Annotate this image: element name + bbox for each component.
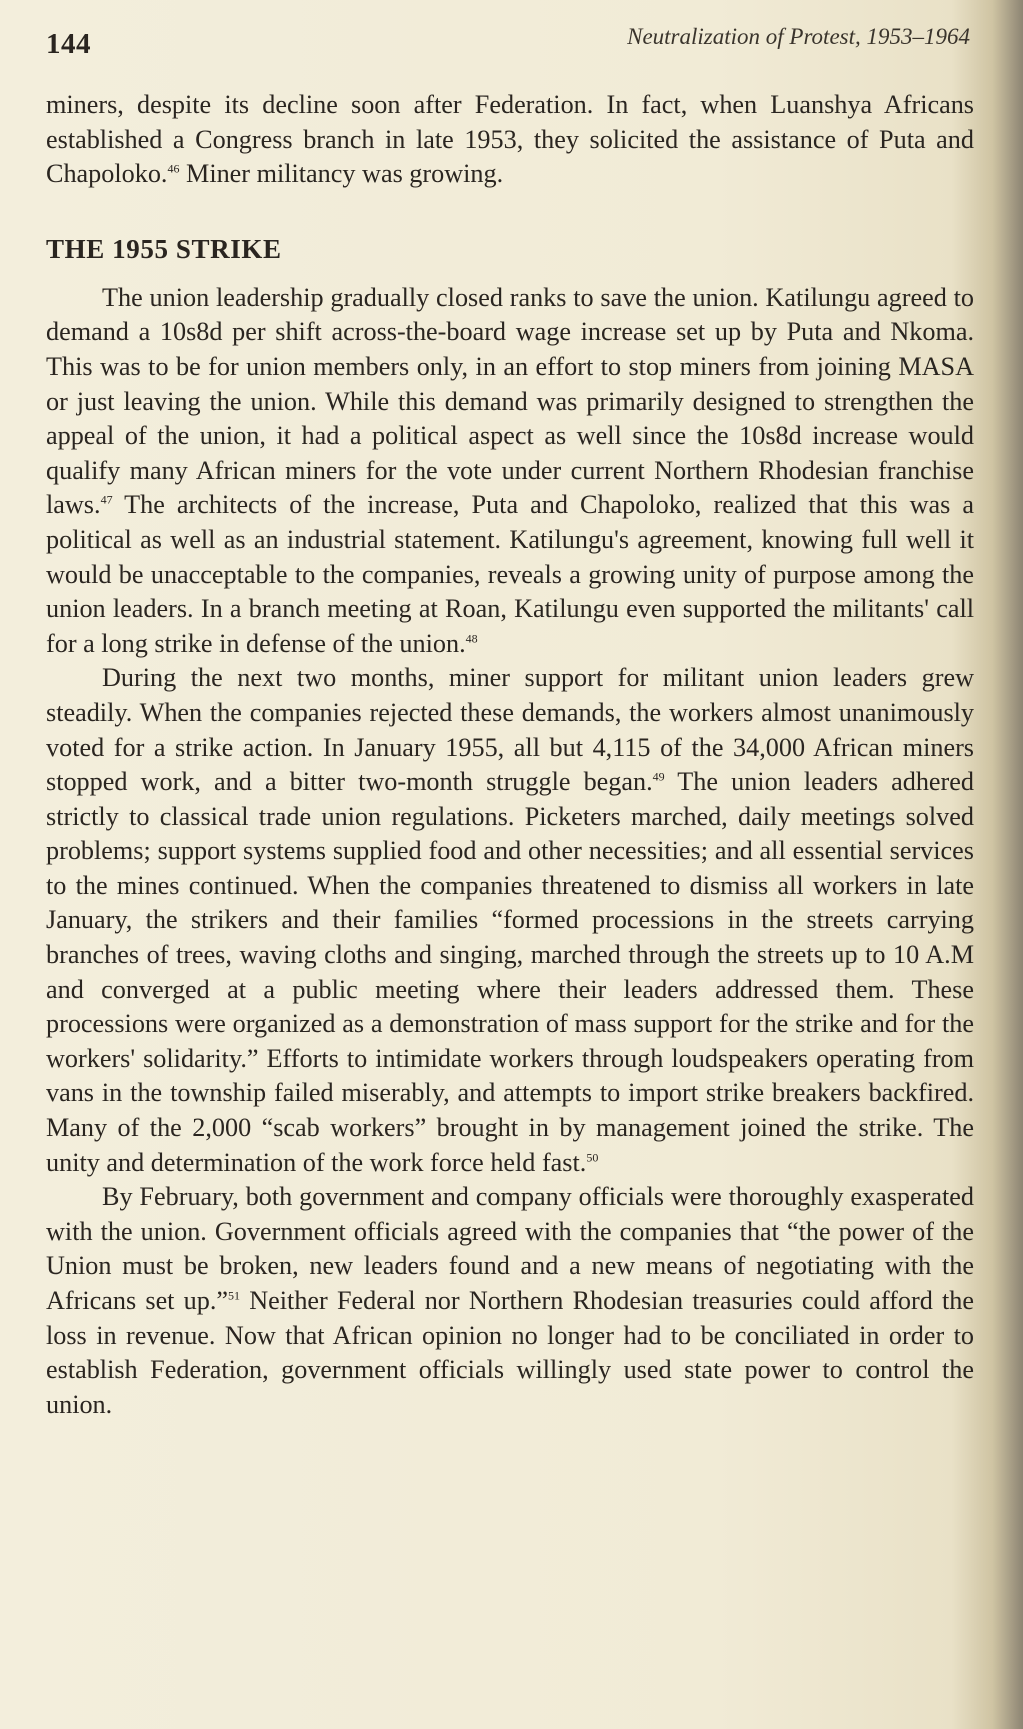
lead-paragraph-text: miners, despite its decline soon after Federation. In fact, when Luanshya Africans established a Congress branch in late 1953, they solicited the assistance of Puta and Chapoloko. [46, 90, 974, 189]
paragraph-3 [46, 1180, 974, 1422]
footnote-ref-47: 47 [100, 492, 113, 507]
footnote-ref-51: 51 [228, 1288, 241, 1303]
paragraph-1-part-1: The union leadership gradually closed ranks to save the union. Katilungu agreed to demand a 10s8d per shift across-the-board wage increase set up by Puta and Nkoma. This was to be for union members only, in an effort to stop miners from joining MASA or just leaving the union. While this demand was primarily designed to strengthen the appeal of the union, it had a political aspect as well since the 10s8d increase would qualify many African miners for the vote under current Northern Rhodesian franchise laws. [46, 282, 974, 520]
page-number: 144 [46, 28, 91, 60]
footnote-ref-48: 48 [465, 630, 478, 645]
paragraph-2-part-2: The union leaders adhered strictly to classical trade union regulations. Picketers marched, daily meetings solved problems; support systems supplied food and other necessities; and all essential services to the mines continued. When the companies threatened to dismiss all workers in late January, the strikers and their families “formed processions in the streets carrying branches of trees, waving cloths and singing, marched through the streets up to 10 A.M and converged at a public meeting where their leaders addressed them. These processions were organized as a demonstration of mass support for the strike and for the workers' solidarity.” Efforts to intimidate workers through loudspeakers operating from vans in the township failed miserably, and attempts to import strike breakers backfired. Many of the 2,000 “scab workers” brought in by management joined the strike. The unity and determination of the work force held fast. [46, 767, 974, 1177]
footnote-ref-49: 49 [652, 769, 665, 784]
page-body [46, 88, 974, 1422]
paragraph-2 [46, 661, 974, 1180]
paragraph-3-part-1: By February, both government and company officials were thoroughly exasperated with the union. Government officials agreed with the companies that “the power of the Union must be broken, new leaders found and a new means of negotiating with the Africans set up.” [46, 1182, 974, 1315]
paragraph-1 [46, 281, 974, 662]
footnote-ref-50: 50 [586, 1149, 599, 1164]
page-header [46, 24, 970, 64]
running-title: Neutralization of Protest, 1953–1964 [627, 24, 970, 49]
lead-paragraph [46, 88, 974, 192]
section-heading: THE 1955 STRIKE [46, 233, 282, 264]
lead-paragraph-tail: Miner militancy was growing. [179, 159, 504, 189]
paragraph-2-part-1: During the next two months, miner support for militant union leaders grew steadily. When the companies rejected these demands, the workers almost unanimously voted for a strike action. In January 1955, all but 4,115 of the 34,000 African miners stopped work, and a bitter two-month struggle began. [46, 663, 974, 797]
footnote-ref-46: 46 [167, 161, 180, 176]
paragraph-3-part-2: Neither Federal nor Northern Rhodesian treasuries could afford the loss in revenue. Now that African opinion no longer had to be conciliated in order to establish Federation, government officials willingly used state power to control the union. [46, 1286, 974, 1419]
paragraph-1-part-2: The architects of the increase, Puta and Chapoloko, realized that this was a political as well as an industrial statement. Katilungu's agreement, knowing full well it would be unacceptable to the companies, reveals a growing unity of purpose among the union leaders. In a branch meeting at Roan, Katilungu even supported the militants' call for a long strike in defense of the union. [46, 490, 974, 658]
